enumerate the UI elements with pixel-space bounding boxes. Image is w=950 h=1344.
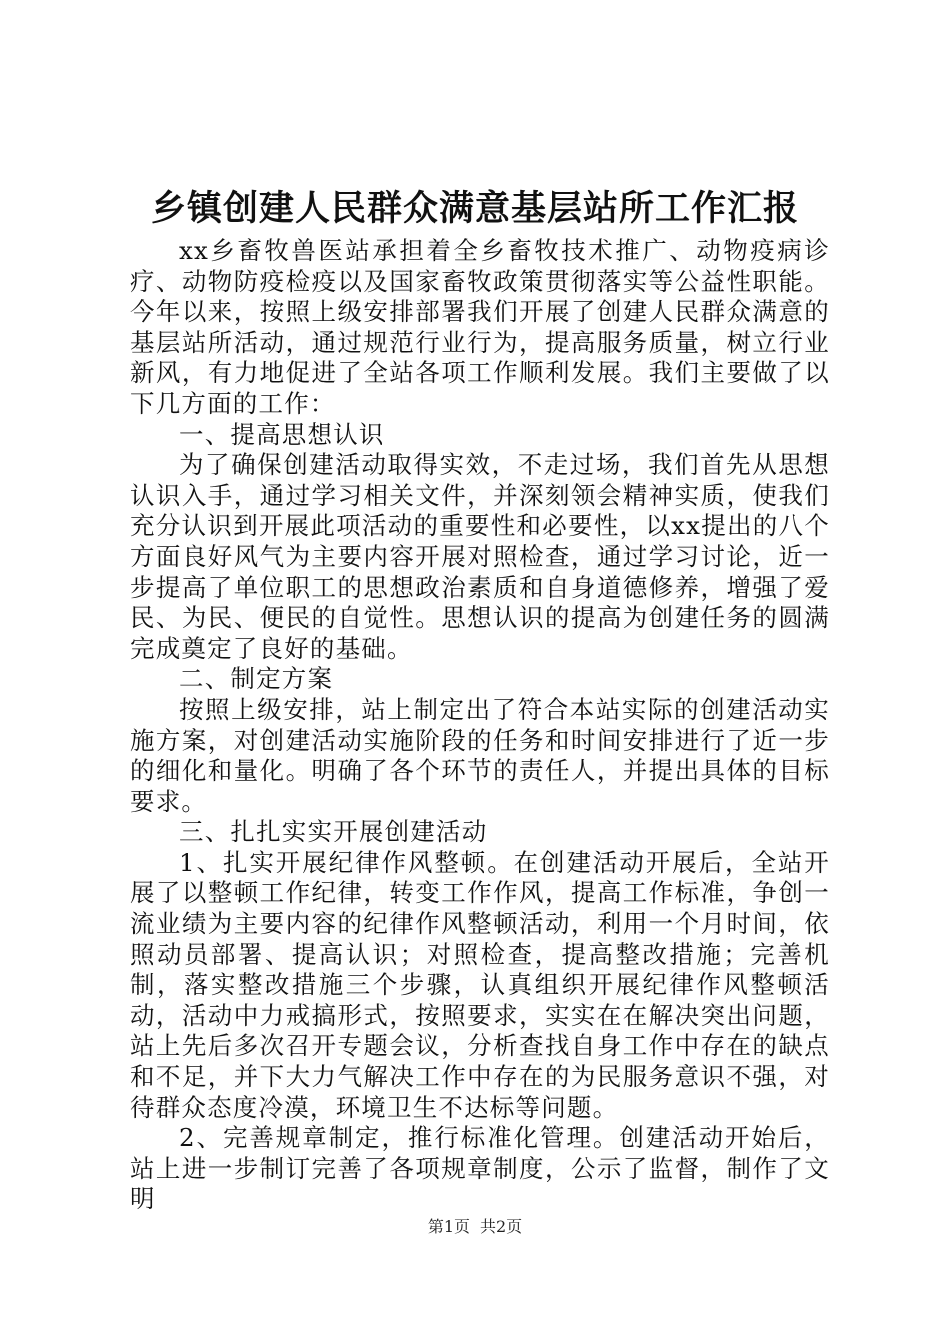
section-heading-3: 三、扎扎实实开展创建活动	[179, 817, 488, 847]
page-number: 第1页	[427, 1217, 470, 1236]
paragraph-section-2: 按照上级安排，站上制定出了符合本站实际的创建活动实施方案，对创建活动实施阶段的任务和时间安排进行了近一步的细化和量化。明确了各个环节的责任人，并提出具体的目标要求。	[130, 694, 830, 816]
paragraph-intro: xx乡畜牧兽医站承担着全乡畜牧技术推广、动物疫病诊疗、动物防疫检疫以及国家畜牧政策贯彻落实等公益性职能。今年以来，按照上级安排部署我们开展了创建人民群众满意的基层站所活动，通过规范行业行为，提高服务质量，树立行业新风，有力地促进了全站各项工作顺利发展。我们主要做了以下几方面的工作：	[130, 236, 830, 418]
document-title: 乡镇创建人民群众满意基层站所工作汇报	[150, 188, 799, 229]
section-heading-1: 一、提高思想认识	[179, 419, 385, 449]
page-total: 共2页	[480, 1217, 523, 1236]
section-heading-2: 二、制定方案	[179, 664, 334, 694]
document-body	[130, 236, 830, 1215]
paragraph-item-2: 2、完善规章制定，推行标准化管理。创建活动开始后，站上进一步制订完善了各项规章制度，公示了监督，制作了文明	[130, 1123, 830, 1214]
paragraph-section-1: 为了确保创建活动取得实效，不走过场，我们首先从思想认识入手，通过学习相关文件，并深刻领会精神实质，使我们充分认识到开展此项活动的重要性和必要性，以xx提出的八个方面良好风气为主要内容开展对照检查，通过学习讨论，近一步提高了单位职工的思想政治素质和自身道德修养，增强了爱民、为民、便民的自觉性。思想认识的提高为创建任务的圆满完成奠定了良好的基础。	[130, 450, 830, 663]
page-footer	[0, 1216, 950, 1238]
paragraph-item-1: 1、扎实开展纪律作风整顿。在创建活动开展后，全站开展了以整顿工作纪律，转变工作作风，提高工作标准，争创一流业绩为主要内容的纪律作风整顿活动，利用一个月时间，依照动员部署、提高认识；对照检查，提高整改措施；完善机制，落实整改措施三个步骤，认真组织开展纪律作风整顿活动，活动中力戒搞形式，按照要求，实实在在解决突出问题，站上先后多次召开专题会议，分析查找自身工作中存在的缺点和不足，并下大力气解决工作中存在的为民服务意识不强，对待群众态度冷漠，环境卫生不达标等问题。	[130, 847, 830, 1122]
